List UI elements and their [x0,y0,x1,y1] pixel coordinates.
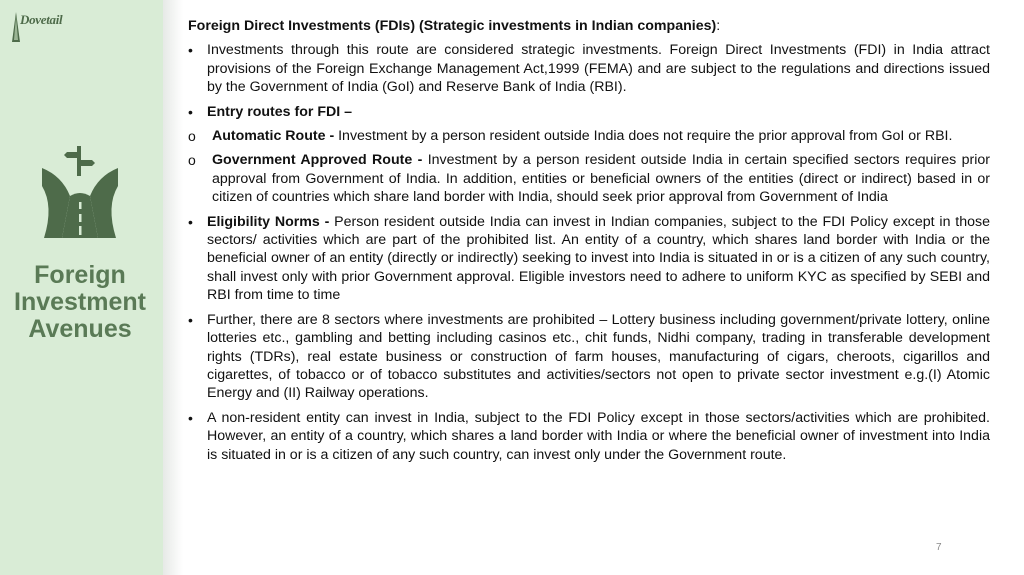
heading-text: Foreign Direct Investments (FDIs) (Strategic investments in Indian companies) [188,18,717,34]
bullet-item [188,213,990,305]
bullet-marker: • [188,103,193,120]
section-title-line: Investment [14,288,146,316]
sidebar-shadow [163,0,183,575]
item-text: Investment by a person resident outside India in certain specified sectors requires prior approval from Government of India. In addition, entities or beneficial owners of the entities (direct or indirect) based in or citizen of countries which share land border with India, should seek prior approval from Government of India [212,152,990,206]
item-lead: Eligibility Norms - [207,213,335,230]
bullet-item [188,409,990,464]
road-signpost-icon [40,146,120,242]
heading-suffix: : [716,18,721,34]
bullet-marker: • [188,213,193,230]
slide-heading [188,17,990,35]
item-text: Further, there are 8 sectors where investments are prohibited – Lottery business including government/private lottery, online lotteries etc., gambling and betting including casinos etc., chit funds, Nidhi company, trading in transferable development rights (TDRs), real estate business or construction of farm houses, manufacturing of cigars, cheroots, cigarillos and cigarettes, of tobacco or of tobacco substitutes and activities/sectors not open to private sector investment e.g.(I) Atomic Energy and (II) Railway operations. [207,311,990,402]
item-lead: Entry routes for FDI – [207,103,353,120]
item-text: Investment by a person resident outside India does not require the prior approval from GoI or RBI. [338,128,953,145]
item-lead: Government Approved Route - [212,152,428,169]
item-lead: Automatic Route - [212,128,339,145]
bullet-item [188,311,990,403]
section-title-line: Avenues [28,315,132,343]
logo-text: Dovetail [20,12,63,27]
slide-body [188,17,990,470]
section-title-line: Foreign [34,261,126,289]
sub-bullet-marker: o [188,128,196,145]
item-text: A non-resident entity can invest in India, subject to the FDI Policy except in those sectors/activities which are prohibited. However, an entity of a country, which shares a land border with India or where the beneficial owner of investment into India is situated in or is a citizen of any such country, can invest only under the Government route. [207,409,990,463]
sub-bullet-marker: o [188,152,196,169]
sidebar [0,0,163,575]
bullet-item [188,41,990,96]
bullet-marker: • [188,42,193,59]
section-title [0,262,160,343]
item-text: Investments through this route are considered strategic investments. Foreign Direct Investments (FDI) in India attract provisions of the Foreign Exchange Management Act,1999 (FEMA) and are subject to the regulations and directions issued by the Government of India (GoI) and Reserve Bank of India (RBI). [207,42,990,96]
sub-bullet-item [188,127,990,145]
page-number: 7 [936,542,942,553]
sub-bullet-item [188,151,990,206]
bullet-marker: • [188,311,193,328]
bullet-marker: • [188,409,193,426]
bullet-item [188,103,990,121]
item-text: Person resident outside India can invest in Indian companies, subject to the FDI Policy except in those sectors/ activities which are part of the prohibited list. An entity of a country, which shares land border with India or the beneficial owner of an entity (directly or indirectly) seeking to invest into India is situated in or is a citizen of any such country, shall invest only with prior Government approval. Eligible investors need to adhere to uniform KYC as specified by SEBI and RBI from time to time [207,213,990,304]
